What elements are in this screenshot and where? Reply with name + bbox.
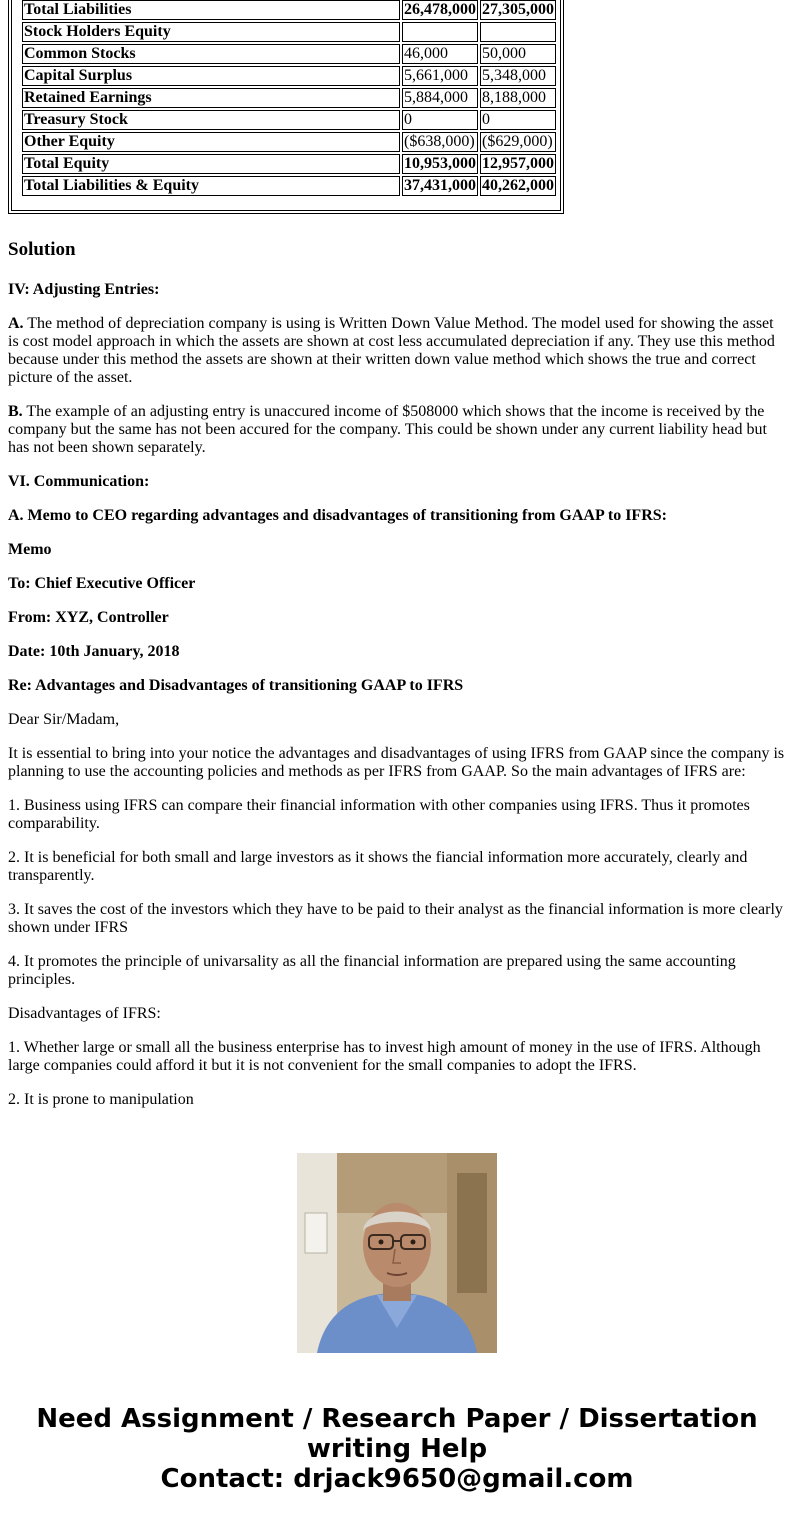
value-year-2: 50,000 <box>480 44 556 64</box>
balance-sheet-table <box>8 0 564 214</box>
disadvantage-item: 2. It is prone to manipulation <box>8 1091 194 1108</box>
row-label: Capital Surplus <box>22 66 400 86</box>
advantage-item: 3. It saves the cost of the investors which they have to be paid to their analyst as the financial information is more clearly shown under IFRS <box>8 901 783 936</box>
advantage-item: 2. It is beneficial for both small and large investors as it shows the fiancial information more accurately, clearly and transparently. <box>8 849 748 884</box>
memo-intro: It is essential to bring into your notice the advantages and disadvantages of using IFRS from GAAP since the company is planning to use the accounting policies and methods as per IFRS from GAAP. So the main advantages of IFRS are: <box>8 745 785 780</box>
value-year-2: 40,262,000 <box>482 177 554 194</box>
row-label: Treasury Stock <box>22 110 400 130</box>
value-year-1: 46,000 <box>402 44 478 64</box>
memo-date: Date: 10th January, 2018 <box>8 643 180 660</box>
paragraph-a-text: The method of depreciation company is using is Written Down Value Method. The model used for showing the asset is cost model approach in which the assets are shown at cost less accumulated depreciation if any. They use this method because under this method the assets are shown at their written down value method which shows the true and correct picture of the asset. <box>8 315 775 386</box>
value-year-1: ($638,000) <box>402 132 478 152</box>
contact-banner <box>0 1404 794 1494</box>
table-row <box>22 22 556 42</box>
table-row <box>22 110 556 130</box>
paragraph-b-label: B. <box>8 403 23 420</box>
advantage-item: 4. It promotes the principle of univarsality as all the financial information are prepared using the same accounting principles. <box>8 953 736 988</box>
table-row <box>22 176 556 196</box>
row-label: Total Equity <box>22 154 400 174</box>
value-year-2: 12,957,000 <box>482 155 554 172</box>
table-row <box>22 88 556 108</box>
table-row <box>22 66 556 86</box>
row-label: Common Stocks <box>22 44 400 64</box>
value-year-1: 5,884,000 <box>402 88 478 108</box>
table-row <box>22 44 556 64</box>
row-label: Other Equity <box>22 132 400 152</box>
memo-to: To: Chief Executive Officer <box>8 575 196 592</box>
memo-title: Memo <box>8 541 52 558</box>
value-year-2: 27,305,000 <box>482 1 554 18</box>
value-year-1: 26,478,000 <box>404 1 476 18</box>
advantage-item: 1. Business using IFRS can compare their financial information with other companies using IFRS. Thus it promotes comparability. <box>8 797 750 832</box>
value-year-1: 37,431,000 <box>404 177 476 194</box>
row-label: Total Liabilities <box>22 0 400 20</box>
paragraph-a-label: A. <box>8 315 24 332</box>
section-heading-adjusting-entries: IV: Adjusting Entries: <box>8 281 160 298</box>
disadvantage-item: 1. Whether large or small all the business enterprise has to invest high amount of money in the use of IFRS. Although large companies could afford it but it is not convenient for the small companies to adopt the IFRS. <box>8 1039 761 1074</box>
table-row <box>22 0 556 20</box>
disadvantages-heading: Disadvantages of IFRS: <box>8 1005 161 1022</box>
table-row <box>22 154 556 174</box>
memo-subject: Re: Advantages and Disadvantages of transitioning GAAP to IFRS <box>8 677 464 694</box>
section-heading-communication: VI. Communication: <box>8 473 150 490</box>
table-row <box>22 132 556 152</box>
paragraph-b-text: The example of an adjusting entry is unaccured income of $508000 which shows that the income is received by the company but the same has not been accured for the company. This could be shown under any current liability head but has not been shown separately. <box>8 403 767 456</box>
cta-line-2: writing Help <box>306 1434 488 1464</box>
row-label: Stock Holders Equity <box>22 22 400 42</box>
value-year-2: 8,188,000 <box>480 88 556 108</box>
paragraph-b <box>8 403 786 457</box>
promo-footer <box>0 1120 794 1523</box>
value-year-2 <box>480 22 556 42</box>
author-photo-illustration <box>297 1153 497 1353</box>
balance-sheet-table-wrap <box>8 0 564 214</box>
author-avatar <box>297 1153 497 1353</box>
paragraph-a <box>8 315 786 387</box>
value-year-1: 5,661,000 <box>402 66 478 86</box>
value-year-1 <box>402 22 478 42</box>
row-label: Retained Earnings <box>22 88 400 108</box>
memo-salutation: Dear Sir/Madam, <box>8 711 120 728</box>
value-year-2: 5,348,000 <box>480 66 556 86</box>
memo-heading: A. Memo to CEO regarding advantages and disadvantages of transitioning from GAAP to IFRS: <box>8 507 667 524</box>
memo-from: From: XYZ, Controller <box>8 609 169 626</box>
value-year-1: 0 <box>402 110 478 130</box>
solution-heading: Solution <box>8 239 76 260</box>
cta-contact-email[interactable]: Contact: drjack9650@gmail.com <box>160 1464 634 1494</box>
value-year-2: 0 <box>480 110 556 130</box>
value-year-2: ($629,000) <box>480 132 556 152</box>
row-label: Total Liabilities & Equity <box>22 176 400 196</box>
value-year-1: 10,953,000 <box>404 155 476 172</box>
cta-line-1: Need Assignment / Research Paper / Dissertation <box>36 1404 758 1434</box>
